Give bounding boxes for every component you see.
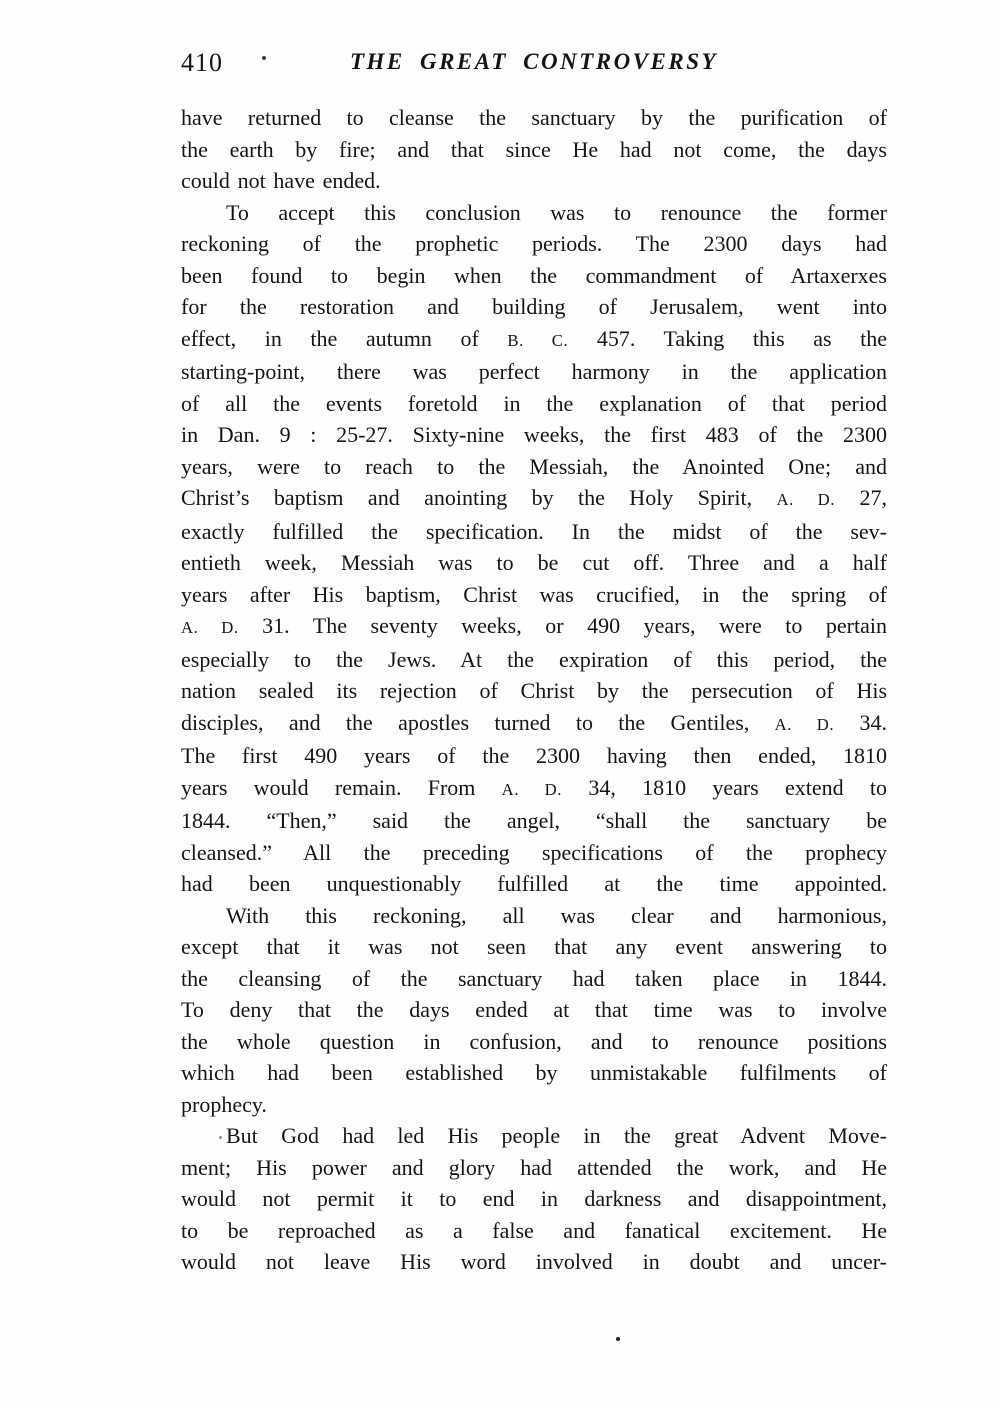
text-line: But God had led His people in the great Advent Move- [226,1123,887,1148]
text-line: ment; His power and glory had attended the work, and He [181,1154,887,1180]
paragraph [181,197,887,900]
small-caps-abbreviation: B. C. [507,330,569,350]
text-line: except that it was not seen that any event answering to [181,934,887,959]
text-line: prophecy. [181,1091,267,1117]
text-line: could not have ended. [181,168,381,193]
text-line: cleansed.” All the preceding specifications of the prophecy [181,839,887,865]
text-line: effect, in the autumn of B. C. 457. Taking this as the [181,325,888,351]
text-line: To deny that the days ended at that time was to involve [181,997,887,1022]
text-line: of all the events foretold in the explanation of that period [181,390,887,416]
text-line: for the restoration and building of Jerusalem, went into [181,294,887,319]
text-line: starting-point, there was perfect harmony in the application [181,359,887,384]
text-line: the whole question in confusion, and to renounce positions [181,1028,887,1054]
text-line: To accept this conclusion was to renounce the former [226,199,887,225]
small-caps-abbreviation: A. D. [776,490,836,509]
text-line: the earth by fire; and that since He had not come, the days [181,136,887,162]
text-line: the cleansing of the sanctuary had taken place in 1844. [181,965,887,991]
text-line: nation sealed its rejection of Christ by the persecution of His [181,678,887,703]
text-line: have returned to cleanse the sanctuary by the purification of [181,105,887,130]
text-line: entieth week, Messiah was to be cut off. Three and a half [181,550,887,575]
paragraph [181,900,887,1121]
text-line: years, were to reach to the Messiah, the Anointed One; and [181,453,887,479]
text-line: to be reproached as a false and fanatical excitement. He [181,1217,887,1243]
ink-speck [262,56,266,60]
text-line: had been unquestionably fulfilled at the time appointed. [181,871,887,896]
text-line: Christ’s baptism and anointing by the Holy Spirit, A. D. 27, [181,485,887,510]
small-caps-abbreviation: A. D. [181,618,239,637]
text-line: especially to the Jews. At the expiration of this period, the [181,646,887,672]
small-caps-abbreviation: A. D. [774,714,835,734]
text-line: years would remain. From A. D. 34, 1810 years extend to [181,774,887,800]
text-line: which had been established by unmistakable fulfilments of [181,1060,887,1085]
text-line: years after His baptism, Christ was crucified, in the spring of [181,581,887,607]
text-line: exactly fulfilled the specification. In the midst of the sev- [181,518,887,544]
text-line: in Dan. 9 : 25-27. Sixty-nine weeks, the first 483 of the 2300 [181,422,887,447]
running-title: THE GREAT CONTROVERSY [349,49,719,74]
text-line: 1844. “Then,” said the angel, “shall the sanctuary be [181,808,887,833]
ink-speck [219,1136,222,1139]
paragraph [181,1120,887,1278]
text-line: disciples, and the apostles turned to the Gentiles, A. D. 34. [181,709,887,735]
text-block [181,102,887,1278]
page-number: 410 [181,48,223,77]
text-line: With this reckoning, all was clear and harmonious, [226,902,887,928]
ink-speck [616,1337,620,1341]
text-line: reckoning of the prophetic periods. The 2300 days had [181,231,887,256]
text-line: would not leave His word involved in doubt and uncer- [181,1249,887,1274]
running-head [181,48,887,78]
text-line: The first 490 years of the 2300 having then ended, 1810 [181,743,887,768]
paragraph [181,102,887,197]
text-line: would not permit it to end in darkness and disappointment, [181,1186,887,1211]
text-line: been found to begin when the commandment of Artaxerxes [181,262,887,288]
text-line: A. D. 31. The seventy weeks, or 490 years, were to pertain [181,613,887,638]
small-caps-abbreviation: A. D. [501,779,563,799]
